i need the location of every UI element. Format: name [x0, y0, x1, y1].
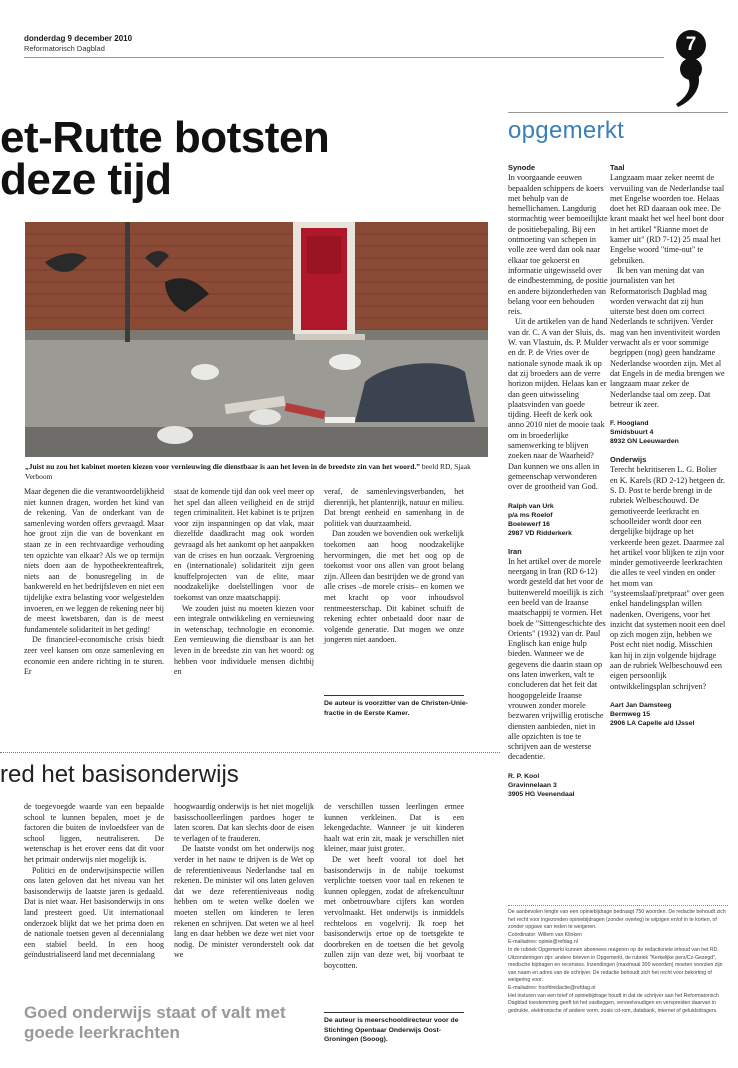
- paragraph: De financieel-economische crisis biedt zeer veel kansen om onze samenleving en economie een andere richting in te sturen. Er: [24, 635, 164, 677]
- letter-signature: [508, 772, 608, 799]
- signature-line: Gravinnelaan 3: [508, 781, 557, 789]
- paragraph: Maar degenen die die verantwoordelijkheid niet kunnen dragen, worden het kind van de rekening. Van de onderkant van de samenleving worden offers gevraagd. Maar hoe groot zijn die van de bovenkant en staan ze in een rechtvaardige verhouding ten opzichte van elkaar? Als we op termijn niets doen aan de hypotheekrenteaftrek, niets aan de bonusregeling in de bankwereld en het bedrijfsleven en niet een tijdelijke extra belasting voor welgestelden invoeren, en we leggen de rekening neer bij de meest kwetsbaren, dan is de meest fundamentele solidariteit in het geding!: [24, 487, 164, 634]
- signature-line: 3905 HG Veenendaal: [508, 790, 575, 798]
- section-divider: [0, 752, 500, 753]
- signature-name: Aart Jan Damsteeg: [610, 701, 672, 709]
- signature-line: p/a ms Roelof: [508, 511, 553, 519]
- opgemerkt-rule: [508, 112, 728, 113]
- paragraph: staat de komende tijd dan ook veel meer op het spel dan alleen veiligheid en de strijd tegen criminaliteit. Het kabinet is te prijzen voor zijn inspanningen op dat vlak, maar diezelfde daadkracht mag ook worden gevraagd als het aankomt op het aanpakken van de crises en hun oorzaak. Vergroening en (internationale) solidariteit zijn geen knuffelprojecten van de elite, maar noodzakelijke doelstellingen voor de toekomst van onze maatschappij.: [174, 487, 314, 602]
- comma-logo-icon: [672, 56, 712, 108]
- opgemerkt-column-2: [610, 163, 726, 728]
- paragraph: veraf, de samenlevingsverbanden, het dierenrijk, het plantenrijk, natuur en milieu. Dat brengt eenheid en samenhang in de politiek van duurzaamheid.: [324, 487, 464, 528]
- info-line: Het insturen van een brief of opiniebijdrage houdt in dat de schrijver aan het Reformatorisch Dagblad toestemming geeft tot het vastleggen, verveelvoudigen en verspreiden daarvan in gedrukte, elektronische of andere vorm, zoals cd-rom, databank, internet of geluidsdragers.: [508, 992, 719, 1014]
- seagull: [191, 364, 219, 380]
- signature-line: 8932 GN Leeuwarden: [610, 438, 679, 446]
- paragraph: Ik ben van mening dat van journalisten van het Reformatorisch Dagblad mag worden verwacht dat zij hun uiterste best doen om correct Nederlands te schrijven. Verder mag van hen inventiviteit worden verwacht als er voor sommige begrippen (nog) geen handzame Nederlandse woorden zijn. Met al dat Engels in de media brengen we langzaam maar zeker de Nederlandse taal om zeep. Dat betreur ik zeer.: [610, 265, 725, 409]
- letter-heading: Iran: [508, 546, 522, 556]
- article1-column-3: [324, 487, 464, 646]
- photo-caption: [25, 462, 485, 482]
- paragraph: We zouden juist nu moeten kiezen voor een integrale ontwikkeling en vernieuwing in wetenschap, technologie en economie. Een vernieuwing die dienstbaar is aan het leven in de breedste zin van het woord: og hebben voor individuele mensen dichtbij en: [174, 603, 314, 677]
- paragraph: De laatste vondst om het onderwijs nog verder in het nauw te drijven is de Wet op de referentieniveaus Nederlandse taal en rekenen. De minister wil ons laten geloven dat we deze referentieniveaus nodig hebben om te weten welke doelen we moeten stellen om kinderen te leren rekenen en schrijven. Dat weten we al heel lang en daar hebben we deze wet niet voor nodig. De minister veronderstelt ook dat we: [174, 844, 314, 960]
- letter-heading: Onderwijs: [610, 455, 647, 465]
- caption-quote: „Juist nu zou het kabinet moeten kiezen voor vernieuwing die dienstbaar is aan het leven in de breedste zin van het woord.”: [25, 462, 421, 471]
- paragraph: Politici en de onderwijsinspectie willen ons laten geloven dat het niveau van het basisonderwijs de laatste jaren is gedaald. Dat is niet waar. Het basisonderwijs in ons land presteert goed. Uit internationaal onderzoek blijkt dat we het prima doen en de nationale toetsen geven al decennialang een stabiel beeld. In een hoog geïndustrialiseerd land met decennialang: [24, 865, 164, 960]
- info-line: Coördinator: Willem van Klinken: [508, 931, 582, 938]
- signature-name: R. P. Kool: [508, 772, 540, 780]
- signature-line: Smidsbuurt 4: [610, 429, 654, 437]
- info-line: E-mailadres: hoofdredactie@refdag.nl: [508, 984, 596, 991]
- headline-line-2: deze tijd: [0, 155, 172, 204]
- article1-column-1: [24, 487, 164, 678]
- info-line: In de rubriek Opgemerkt kunnen abonnees reageren op de redactionele inhoud van het RD. Uitzonderingen zijn: andere brieven in Opgemerkt, de rubriek "Kerkelijke pers/Cz-Gezegd", medische bijdragen en recensies. Inzendingen (maximaal 300 woorden) moeten voorzien zijn van naam en adres van de schrijver. De redactie behoudt zich het recht voor bekorting of weigering voor.: [508, 946, 723, 984]
- author-note-rule: [324, 1012, 464, 1013]
- signature-name: Ralph van Urk: [508, 502, 554, 510]
- paragraph: De wet heeft vooral tot doel het basisonderwijs in de nabije toekomst verplichte toetsen voor taal en rekenen te kunnen opleggen, zodat de afrekencultuur met onbetrouwbare cijfers kan worden vervolmaakt. Het onderwijs is inmiddels rechteloos en vogelvrij. Ik roep het basisonderwijs ertoe op de toetsgekte te doorbreken en de toetsen die het gevolg zullen zijn van deze wet, bij voorbaat te boycotten.: [324, 854, 464, 970]
- opgemerkt-column-1: [508, 163, 608, 799]
- article2-headline: red het basisonderwijs: [0, 761, 239, 788]
- page-number: 7: [676, 30, 706, 60]
- signature-line: Boelewerf 16: [508, 520, 550, 528]
- header-rule: [24, 57, 664, 58]
- brick-wall: [25, 222, 488, 340]
- caption-credit: beeld RD, Sjaak Verboom: [25, 462, 471, 481]
- article2-author-note: De auteur is meerschooldirecteur voor de Stichting Openbaar Onderwijs Oost-Groningen (Sooog).: [324, 1017, 459, 1043]
- article1-column-2: [174, 487, 314, 678]
- opgemerkt-title: opgemerkt: [508, 117, 625, 144]
- newspaper-name: Reformatorisch Dagblad: [24, 44, 105, 53]
- paragraph: In voorgaande eeuwen bepaalden schippers de koers met behulp van de hemellichamen. Langdurig stormachtig weer bemoeilijkte de positiebepaling. Bij een ontmoeting van schepen in volle zee werd dan ook naar elkaar toe gekoerst en informatie uitgewisseld over de eindbestemming, de positie en andere bijzonderheden van belang voor een behouden reis.: [508, 173, 608, 317]
- issue-date: donderdag 9 december 2010: [24, 34, 133, 43]
- paragraph: Terecht bekritiseren L. G. Bolier en K. Karels (RD 2-12) hetgeen dr. S. D. Post te berde brengt in de rubriek Welbeschouwd. De gemotiveerde leerkracht en schoolleider wordt door een dergelijke bijdrage op het verkeerde been gezet. Daarmee zal het artikel voor blijken te zijn voor minder gemotiveerde leerkrachten die alles te veel vinden en onder het mom van "systeemslaaf/pretpraat" over geen enkel handelingsplan willen nadenken. Overigens, voor het inzicht dat systemen nooit een doel op zich mogen zijn, hebben we Post echt niet nodig. Misschien kan hij in zijn volgende bijdrage aan de rubriek Welbeschouwd een eigen persoonlijk ontwikkelingsplan schrijven?: [610, 465, 726, 691]
- editorial-info: [508, 909, 726, 1015]
- signature-name: F. Hoogland: [610, 420, 649, 428]
- letter-signature: [610, 701, 726, 728]
- article2-column-1: [24, 802, 164, 961]
- pull-quote: Goed onderwijs staat of valt met goede leerkrachten: [24, 1003, 286, 1042]
- letter-signature: [508, 502, 608, 538]
- paragraph: Dan zouden we bovendien ook werkelijk toekomen aan hoog noodzakelijke hervormingen, die met het oog op de toekomst voor ons allen van groot belang zijn. Alleen dan bestrijden we de grond van alle crises –de morele crisis– en komen we met kracht op voor inhoudsvol rentmeesterschap. Dit kabinet schuift de rekening echter onbetaald door naar de volgende generatie. Dat mogen we onze jongeren niet aandoen.: [324, 529, 464, 645]
- paragraph: hoogwaardig onderwijs is het niet mogelijk basisschoolleerlingen pardoes hoger te laten scoren. Dat kan slechts door de eisen te verlagen of te frauderen.: [174, 802, 314, 843]
- paragraph: Langzaam maar zeker neemt de vervuiling van de Nederlandse taal met Engelse woorden toe. Helaas doet het RD daaraan ook mee. De krant maakt het wel heel bont door in het artikel "Rianne moet de kamer uit" (RD 7-12) 25 maal het Engelse woord "time-out" te gebruiken.: [610, 173, 725, 265]
- paragraph: In het artikel over de morele neergang in Iran (RD 6-12) wordt gesteld dat het voor de buitenwereld moeilijk is zich een beeld van de Iraanse maatschappij te vormen. Het boek de "Sittengeschichte des Orients" (1932) van dr. Paul Englisch kan enige hulp bieden. Wanneer we de gegevens die daarin staan op ons laten inwerken, valt te concluderen dat het feit dat hoogopgeleide Iraanse vrouwen zonder morele bezwaren vrijwillig erotische diensten aanbieden, niet in alle opzichten is toe te schrijven aan de westerse decadentie.: [508, 556, 606, 762]
- article1-author-note: De auteur is voorzitter van de Christen-Uniefractie in de Eerste Kamer.: [324, 700, 468, 717]
- article2-column-2: [174, 802, 314, 961]
- paragraph: de verschillen tussen leerlingen ermee kunnen verkleinen. Dat is een lekengedachte. Wanneer je uit kinderen haalt wat erin zit, maak je verschillen niet kleiner, maar juist groter.: [324, 802, 464, 854]
- street-photo: [25, 222, 488, 457]
- author-note-rule: [324, 695, 464, 696]
- article2-column-3: [324, 802, 464, 972]
- signature-line: Bermweg 15: [610, 710, 651, 718]
- street-pole: [125, 222, 130, 342]
- signature-line: 2987 VD Ridderkerk: [508, 529, 572, 537]
- headline-line-1: et-Rutte botsten: [0, 113, 330, 162]
- paragraph: Uit de artikelen van de hand van dr. C. A van der Sluis, ds. W. van Vlastuin, ds. P. Mulder en dr. P. de Vries over de nationale synode maak ik op dat zij broeders aan de verre horizon mijden. Helaas kan er dan geen uitwisseling plaatsvinden van goede tijding. Heeft de kerk ook anno 2010 niet de mooie taak om in broederlijke samenwerking te blijven zoeken naar de Waarheid? Dan kunnen we ons allen in gemeenschap verwonderen over de grootheid van God.: [508, 317, 608, 492]
- info-divider: [508, 905, 728, 906]
- info-line: E-mailadres: opinie@refdag.nl: [508, 939, 578, 946]
- info-line: De aanbevolen lengte van een opiniebijdrage bedraagt 750 woorden. De redactie behoudt zich het recht voor ingezonden opiniebijdragen (zonder overleg) te wijzigen en/of in te korten, of zonder opgave van reden te weigeren.: [508, 909, 726, 931]
- letter-signature: [610, 419, 726, 446]
- letter-heading: Taal: [610, 163, 625, 172]
- signature-line: 2906 LA Capelle a/d IJssel: [610, 719, 695, 727]
- paragraph: de toegevoegde waarde van een bepaalde school te kunnen bepalen, moet je de factoren die buiten de invloedsfeer van de school liggen, neutraliseren. De wetenschap is het erover eens dat dit voor het primair onderwijs niet mogelijk is.: [24, 802, 164, 864]
- letter-heading: Synode: [508, 163, 536, 172]
